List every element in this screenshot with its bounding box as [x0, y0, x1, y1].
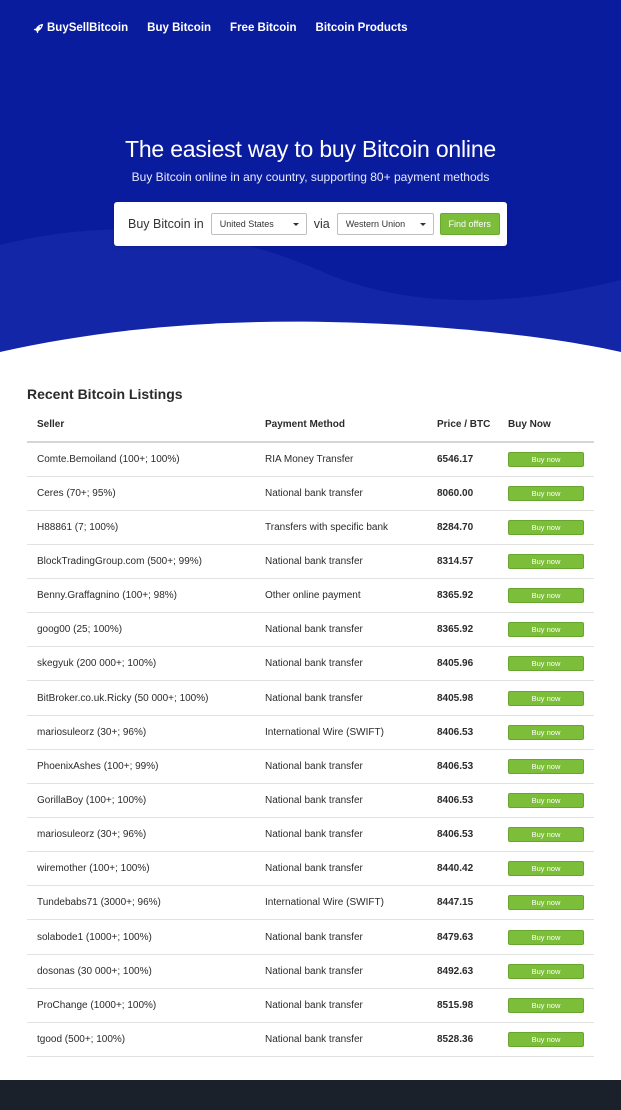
nav-link-buy-bitcoin[interactable]: Buy Bitcoin	[147, 22, 212, 34]
table-row	[27, 476, 594, 510]
buy-now-button[interactable]: Buy now	[508, 691, 584, 706]
payment-method-cell: National bank transfer	[265, 613, 437, 647]
buy-now-button[interactable]: Buy now	[508, 1032, 584, 1047]
table-row	[27, 818, 594, 852]
buy-now-button[interactable]: Buy now	[508, 725, 584, 740]
hero-subtitle: Buy Bitcoin online in any country, supporting 80+ payment methods	[131, 170, 490, 184]
buy-now-button[interactable]: Buy now	[508, 895, 584, 910]
payment-method-cell: National bank transfer	[265, 954, 437, 988]
top-navigation	[0, 0, 621, 56]
seller-cell: mariosuleorz (30+; 96%)	[27, 715, 265, 749]
table-row	[27, 988, 594, 1022]
table-row	[27, 886, 594, 920]
price-cell: 8406.53	[437, 818, 508, 852]
payment-method-select[interactable]	[337, 213, 434, 235]
price-cell: 8365.92	[437, 579, 508, 613]
buy-now-cell	[508, 579, 594, 613]
header-payment-method: Payment Method	[265, 408, 437, 442]
buy-now-cell	[508, 886, 594, 920]
payment-method-cell: National bank transfer	[265, 544, 437, 578]
seller-cell: BlockTradingGroup.com (500+; 99%)	[27, 544, 265, 578]
nav-link-bitcoin-products[interactable]: Bitcoin Products	[315, 22, 408, 34]
payment-method-cell: RIA Money Transfer	[265, 442, 437, 476]
seller-cell: BitBroker.co.uk.Ricky (50 000+; 100%)	[27, 681, 265, 715]
table-row	[27, 442, 594, 476]
seller-cell: dosonas (30 000+; 100%)	[27, 954, 265, 988]
payment-method-cell: Other online payment	[265, 579, 437, 613]
price-cell: 8440.42	[437, 852, 508, 886]
price-cell: 8406.53	[437, 783, 508, 817]
payment-method-cell: International Wire (SWIFT)	[265, 715, 437, 749]
payment-method-select-value: Western Union	[345, 219, 406, 229]
payment-method-cell: National bank transfer	[265, 749, 437, 783]
buy-now-cell	[508, 681, 594, 715]
table-header-row	[27, 408, 594, 442]
buy-now-cell	[508, 818, 594, 852]
buy-now-cell	[508, 954, 594, 988]
price-cell: 8405.96	[437, 647, 508, 681]
buy-now-cell	[508, 544, 594, 578]
table-row	[27, 852, 594, 886]
listings-body	[27, 442, 594, 1057]
payment-method-cell: National bank transfer	[265, 783, 437, 817]
price-cell: 6546.17	[437, 442, 508, 476]
search-label: Buy Bitcoin in	[128, 217, 204, 231]
buy-now-cell	[508, 647, 594, 681]
table-row	[27, 783, 594, 817]
payment-method-cell: National bank transfer	[265, 647, 437, 681]
price-cell: 8492.63	[437, 954, 508, 988]
price-cell: 8405.98	[437, 681, 508, 715]
country-select-value: United States	[219, 219, 274, 229]
buy-now-button[interactable]: Buy now	[508, 520, 584, 535]
price-cell: 8060.00	[437, 476, 508, 510]
brand-name: BuySellBitcoin	[47, 22, 129, 34]
buy-now-button[interactable]: Buy now	[508, 759, 584, 774]
buy-now-button[interactable]: Buy now	[508, 554, 584, 569]
buy-now-cell	[508, 476, 594, 510]
seller-cell: ProChange (1000+; 100%)	[27, 988, 265, 1022]
payment-method-cell: National bank transfer	[265, 852, 437, 886]
caret-down-icon	[420, 223, 426, 226]
buy-now-button[interactable]: Buy now	[508, 998, 584, 1013]
seller-cell: GorillaBoy (100+; 100%)	[27, 783, 265, 817]
buy-now-button[interactable]: Buy now	[508, 656, 584, 671]
buy-now-button[interactable]: Buy now	[508, 622, 584, 637]
seller-cell: solabode1 (1000+; 100%)	[27, 920, 265, 954]
seller-cell: tgood (500+; 100%)	[27, 1022, 265, 1056]
seller-cell: Tundebabs71 (3000+; 96%)	[27, 886, 265, 920]
table-row	[27, 579, 594, 613]
seller-cell: mariosuleorz (30+; 96%)	[27, 818, 265, 852]
price-cell: 8515.98	[437, 988, 508, 1022]
price-cell: 8479.63	[437, 920, 508, 954]
seller-cell: Comte.Bemoiland (100+; 100%)	[27, 442, 265, 476]
seller-cell: skegyuk (200 000+; 100%)	[27, 647, 265, 681]
buy-now-cell	[508, 852, 594, 886]
table-row	[27, 510, 594, 544]
country-select[interactable]	[211, 213, 307, 235]
buy-now-button[interactable]: Buy now	[508, 452, 584, 467]
buy-now-cell	[508, 613, 594, 647]
payment-method-cell: International Wire (SWIFT)	[265, 886, 437, 920]
buy-now-cell	[508, 749, 594, 783]
buy-now-cell	[508, 715, 594, 749]
header-price: Price / BTC	[437, 408, 508, 442]
buy-now-button[interactable]: Buy now	[508, 861, 584, 876]
seller-cell: Ceres (70+; 95%)	[27, 476, 265, 510]
table-row	[27, 1022, 594, 1056]
buy-now-cell	[508, 442, 594, 476]
payment-method-cell: National bank transfer	[265, 1022, 437, 1056]
rocket-icon	[33, 23, 44, 34]
table-row	[27, 715, 594, 749]
seller-cell: Benny.Graffagnino (100+; 98%)	[27, 579, 265, 613]
payment-method-cell: National bank transfer	[265, 988, 437, 1022]
buy-now-button[interactable]: Buy now	[508, 964, 584, 979]
listings-title: Recent Bitcoin Listings	[27, 386, 183, 402]
price-cell: 8406.53	[437, 749, 508, 783]
buy-now-button[interactable]: Buy now	[508, 930, 584, 945]
via-label: via	[313, 217, 330, 231]
hero-banner	[0, 0, 621, 360]
price-cell: 8365.92	[437, 613, 508, 647]
table-row	[27, 613, 594, 647]
payment-method-cell: National bank transfer	[265, 818, 437, 852]
caret-down-icon	[293, 223, 299, 226]
table-row	[27, 681, 594, 715]
page-footer	[0, 1080, 621, 1110]
table-row	[27, 749, 594, 783]
seller-cell: H88861 (7; 100%)	[27, 510, 265, 544]
seller-cell: PhoenixAshes (100+; 99%)	[27, 749, 265, 783]
table-row	[27, 647, 594, 681]
table-row	[27, 920, 594, 954]
price-cell: 8528.36	[437, 1022, 508, 1056]
buy-now-cell	[508, 1022, 594, 1056]
hero-title: The easiest way to buy Bitcoin online	[124, 136, 497, 162]
listings-table	[27, 408, 594, 1057]
payment-method-cell: National bank transfer	[265, 681, 437, 715]
buy-now-cell	[508, 920, 594, 954]
price-cell: 8314.57	[437, 544, 508, 578]
price-cell: 8447.15	[437, 886, 508, 920]
header-seller: Seller	[27, 408, 265, 442]
price-cell: 8284.70	[437, 510, 508, 544]
buy-now-cell	[508, 510, 594, 544]
offer-search-box	[114, 202, 507, 246]
find-offers-button[interactable]: Find offers	[440, 213, 500, 235]
table-row	[27, 544, 594, 578]
price-cell: 8406.53	[437, 715, 508, 749]
buy-now-button[interactable]: Buy now	[508, 486, 584, 501]
header-buy-now: Buy Now	[508, 408, 594, 442]
seller-cell: goog00 (25; 100%)	[27, 613, 265, 647]
nav-link-free-bitcoin[interactable]: Free Bitcoin	[230, 22, 297, 34]
brand-logo-link[interactable]	[33, 22, 128, 34]
buy-now-button[interactable]: Buy now	[508, 827, 584, 842]
buy-now-cell	[508, 988, 594, 1022]
buy-now-cell	[508, 783, 594, 817]
seller-cell: wiremother (100+; 100%)	[27, 852, 265, 886]
buy-now-button[interactable]: Buy now	[508, 793, 584, 808]
payment-method-cell: National bank transfer	[265, 920, 437, 954]
table-row	[27, 954, 594, 988]
buy-now-button[interactable]: Buy now	[508, 588, 584, 603]
payment-method-cell: Transfers with specific bank	[265, 510, 437, 544]
payment-method-cell: National bank transfer	[265, 476, 437, 510]
